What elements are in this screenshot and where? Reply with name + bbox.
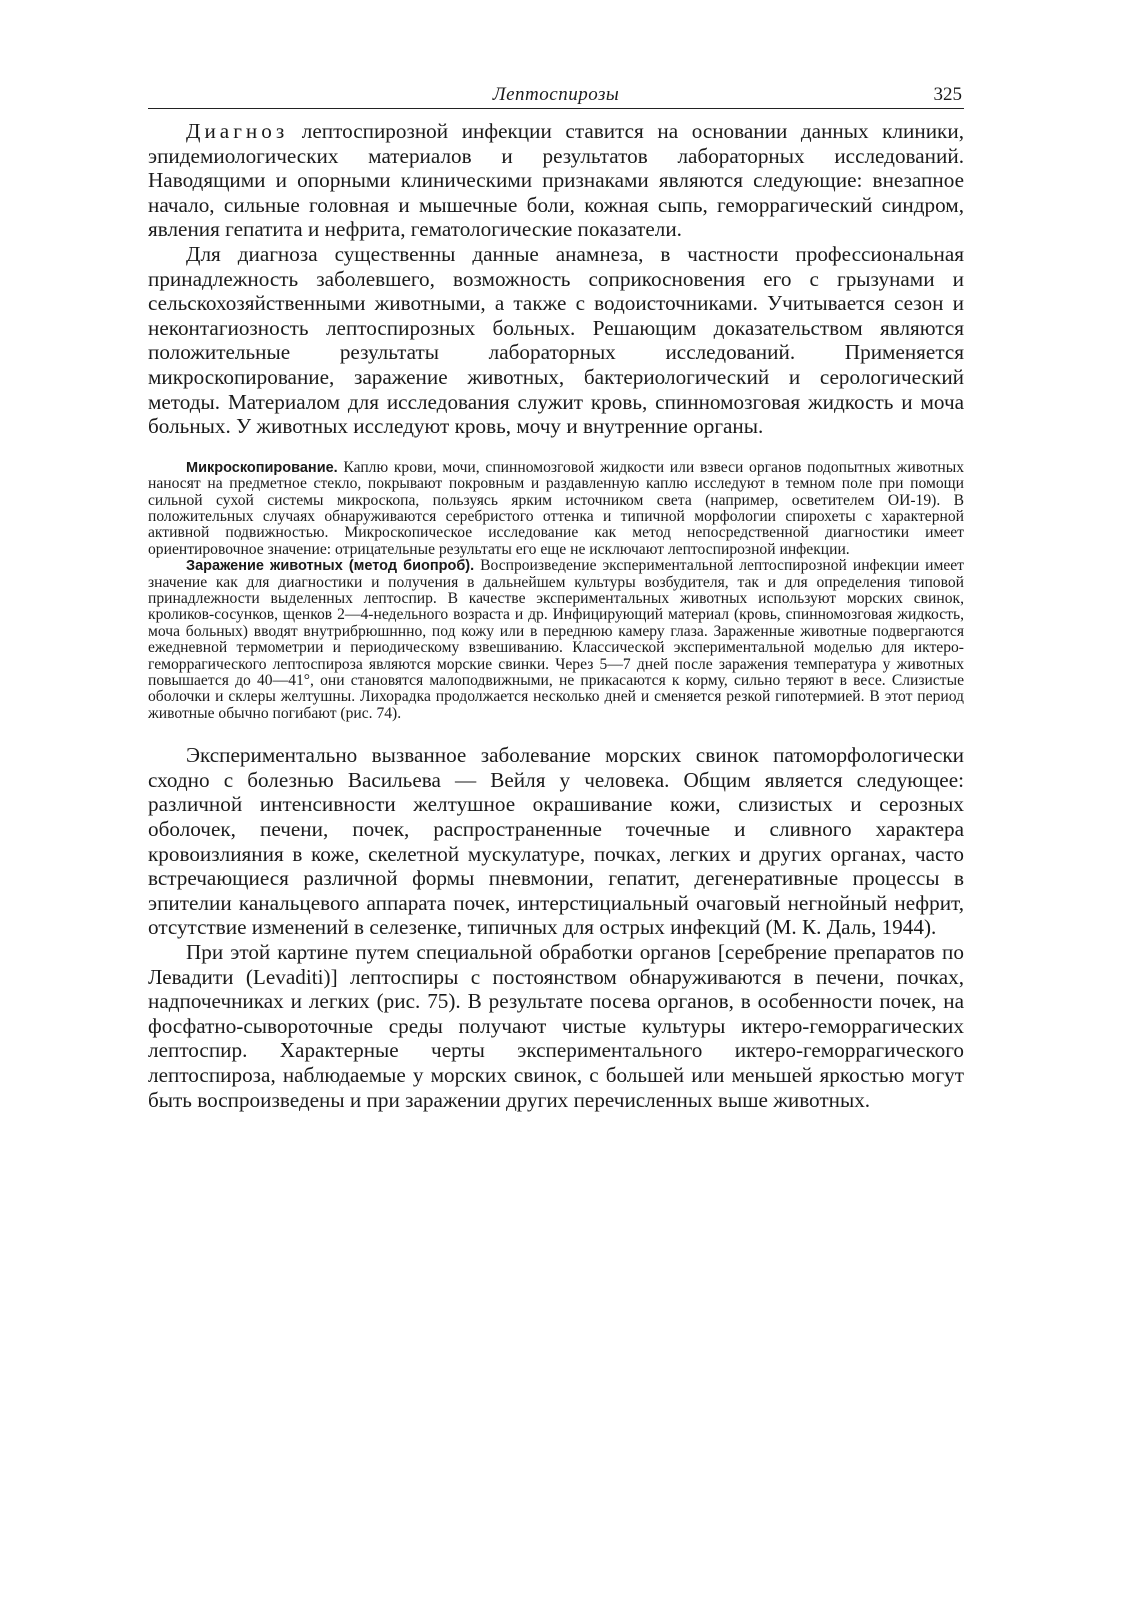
paragraph-microscopy — [148, 460, 964, 558]
body-text — [148, 119, 964, 1112]
paragraph-text: При этой картине путем специальной обработки органов [серебрение препаратов по Левадити (Levaditi)] лептоспиры с постоянством обнаруживаются в печени, почках, надпочечниках и легких (рис. 75). В результате посева органов, в особенности почек, на фосфатно-сывороточные среды получают чистые культуры иктеро-геморрагических лептоспир. Характерные черты экспериментального иктеро-геморрагического лептоспироза, наблюдаемые у морских свинок, с большей или меньшей яркостью могут быть воспроизведены и при заражении других перечисленных выше животных. — [148, 939, 964, 1112]
paragraph-text: Экспериментально вызванное заболевание морских свинок патоморфологически сходно с болезнью Васильева — Вейля у человека. Общим является следующее: различной интенсивности желтушное окрашивание кожи, слизистых и серозных оболочек, печени, почек, распространенные точечные и сливного характера кровоизлияния в коже, скелетной мускулатуре, почках, легких и других органах, часто встречающиеся различной формы пневмонии, гепатит, дегенеративные процессы в эпителии канальцевого аппарата почек, интерстициальный очаговый негнойный нефрит, отсутствие изменений в селезенке, типичных для острых инфекций (М. К. Даль, 1944). — [148, 743, 964, 940]
run-in-heading: Микроскопирование. — [186, 459, 338, 476]
paragraph-experimental-disease — [148, 743, 964, 940]
paragraph-text: лептоспирозной инфекции ставится на основании данных клиники, эпидемиологических материалов и результатов лабораторных исследований. Наводящими и опорными клиническими признаками являются следующие: внезапное начало, сильные головная и мышечные боли, кожная сыпь, геморрагический синдром, явления гепатита и нефрита, гематологические показатели. — [148, 119, 964, 242]
paragraph-text: Для диагноза существенны данные анамнеза, в частности профессиональная принадлежность заболевшего, возможность соприкосновения его с грызунами и сельскохозяйственными животными, а также с водоисточниками. Учитывается сезон и неконтагиозность лептоспирозных больных. Решающим доказательством являются положительные результаты лабораторных исследований. Применяется микроскопирование, заражение животных, бактериологический и серологический методы. Материалом для исследования служит кровь, спинномозговая жидкость и моча больных. У животных исследуют кровь, мочу и внутренние органы. — [148, 241, 964, 439]
paragraph-text: Воспроизведение экспериментальной лептоспирозной инфекции имеет значение как для диагностики и получения в дальнейшем культуры возбудителя, так и для определения типовой принадлежности выделенных лептоспир. В качестве экспериментальных животных используют морских свинок, кроликов-сосунков, щенков 2—4-недельного возраста и др. Инфицирующий материал (кровь, спинномозговая жидкость, моча больных) вводят внутрибрюшннно, под кожу или в переднюю камеру глаза. Зараженные животные подвергаются ежедневной термометрии и периодическому взвешиванию. Классической экспериментальной моделью для иктеро-геморрагического лептоспироза являются морские свинки. Через 5—7 дней после заражения температура у животных повышается до 40—41°, они становятся малоподвижными, не прикасаются к корму, сильно теряют в весе. Слизистые оболочки и склеры желтушны. Лихорадка продолжается несколько дней и сменяется резкой гипотермией. В этот период животные обычно погибают (рис. 74). — [148, 557, 964, 722]
paragraph-lead-word: Диагноз — [186, 119, 289, 143]
paragraph-silvering — [148, 940, 964, 1112]
running-title: Лептоспирозы — [492, 84, 620, 105]
paragraph-bioassay — [148, 558, 964, 722]
running-head — [148, 78, 964, 109]
paragraph-anamnesis — [148, 242, 964, 439]
run-in-heading: Заражение животных (метод биопроб). — [186, 558, 475, 575]
book-page — [148, 78, 964, 1112]
paragraph-diagnosis — [148, 119, 964, 242]
page-number: 325 — [933, 84, 962, 105]
paragraph-text: Каплю крови, мочи, спинномозговой жидкости или взвеси органов подопытных животных наносят на предметное стекло, покрывают покровным и раздавленную каплю исследуют в темном поле при помощи сильной сухой системы микроскопа, пользуясь ярким источником света (например, осветителем ОИ-19). В положительных случаях обнаруживаются серебристого оттенка и типичной морфологии спирохеты с характерной активной подвижностью. Микроскопическое исследование как метод непосредственной диагностики имеет ориентировочное значение: отрицательные результаты его еще не исключают лептоспирозной инфекции. — [148, 458, 964, 558]
